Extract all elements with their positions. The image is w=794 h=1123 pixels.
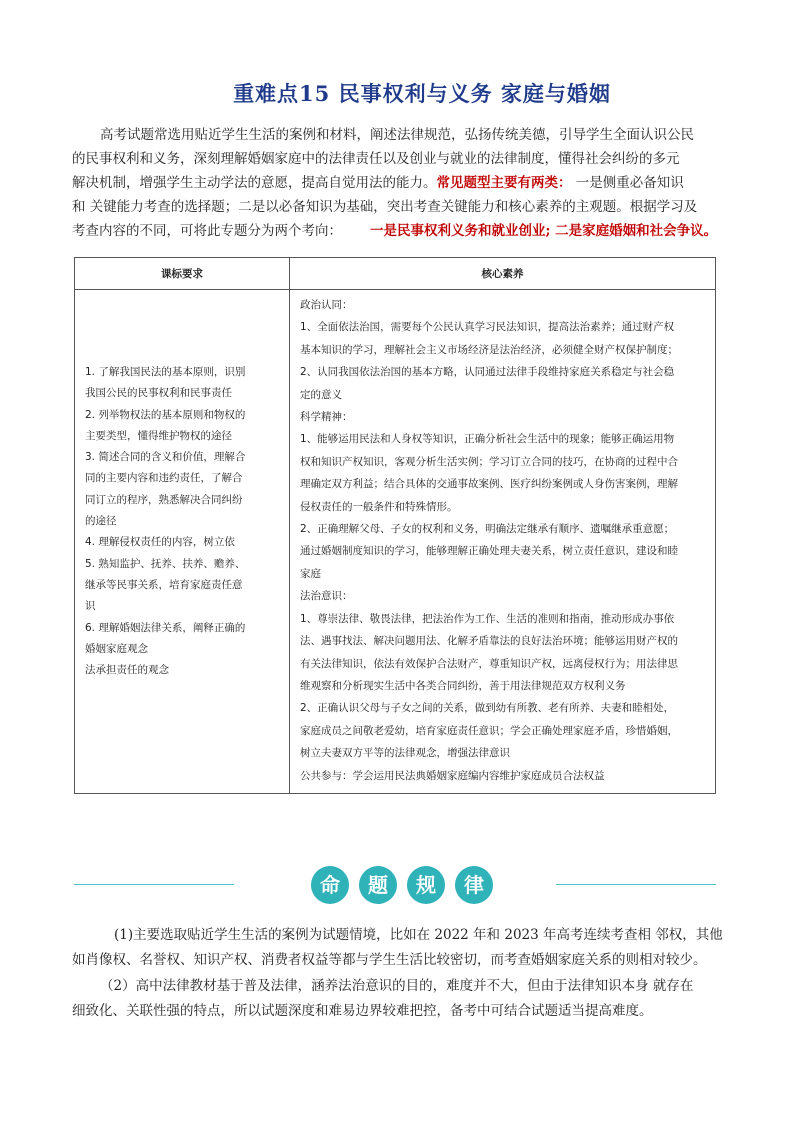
requirement-line: 同的主要内容和违约责任，了解合 bbox=[85, 472, 243, 485]
intro-line-5-text: 考查内容的不同，可将此专题分为两个考向： bbox=[72, 223, 342, 239]
exam-patterns-section bbox=[72, 923, 732, 1024]
literacy-line: 公共参与：学会运用民法典婚姻家庭编内容维护家庭成员合法权益 bbox=[300, 769, 605, 782]
literacy-line: 通过婚姻制度知识的学习，能够理解正确处理夫妻关系，树立责任意识，建设和睦 bbox=[300, 545, 678, 558]
requirements-table bbox=[74, 257, 716, 794]
literacy-line: 维观察和分析现实生活中各类合同纠纷，善于用法律规范双方权利义务 bbox=[300, 679, 626, 692]
requirement-line: 1. 了解我国民法的基本原则，识别 bbox=[85, 366, 246, 378]
literacy-line: 家庭 bbox=[300, 567, 321, 580]
section-divider-right bbox=[556, 884, 716, 885]
literacy-line: 2、正确认识父母与子女之间的关系，做到幼有所教、老有所养、夫妻和睦相处， bbox=[300, 702, 675, 715]
requirement-line: 3. 简述合同的含义和价值，理解合 bbox=[85, 451, 246, 464]
literacy-line: 定的意义 bbox=[300, 388, 342, 401]
intro-line-4: 和 关键能力考查的选择题；二是以必备知识为基础，突出考查关键能力和核心素养的主观题。根据学习及 bbox=[72, 199, 698, 215]
section-title-char-1: 命 bbox=[311, 866, 349, 904]
header-core-literacy: 核心素养 bbox=[290, 258, 716, 290]
rule-2-line-1: （2）高中法律教材基于普及法律，涵养法治意识的目的，难度并不大，但由于法律知识本身 就存在 bbox=[100, 977, 694, 994]
section-title-char-4: 律 bbox=[455, 866, 493, 904]
section-divider-left bbox=[74, 884, 234, 885]
rule-1-line-2: 如肖像权、名誉权、知识产权、消费者权益等都与学生生活比较密切，而考查婚姻家庭关系的则相对较少。 bbox=[72, 952, 707, 969]
page-title: 重难点15 民事权利与义务 家庭与婚姻 bbox=[233, 81, 611, 106]
requirement-line: 法承担责任的观念 bbox=[85, 664, 169, 677]
requirement-line: 我国公民的民事权利和民事责任 bbox=[85, 387, 232, 400]
requirement-line: 的途径 bbox=[85, 515, 117, 528]
header-curriculum-requirements: 课标要求 bbox=[75, 258, 290, 290]
requirement-line: 6. 理解婚姻法律关系，阐释正确的 bbox=[85, 621, 246, 634]
intro-line-3-rest: 一是侧重必备知识 bbox=[571, 175, 684, 191]
literacy-line: 基本知识的学习，理解社会主义市场经济是法治经济，必须健全财产权保护制度； bbox=[300, 343, 678, 356]
literacy-line: 1、尊崇法律、敬畏法律，把法治作为工作、生活的准则和指南，推动形成办事依 bbox=[300, 612, 675, 625]
requirement-line: 5. 熟知监护、抚养、扶养、赡养、 bbox=[85, 557, 246, 570]
section-title-char-3: 规 bbox=[407, 866, 445, 904]
literacy-line: 2、认同我国依法治国的基本方略，认同通过法律手段维持家庭关系稳定与社会稳 bbox=[300, 366, 675, 379]
literacy-line: 法、遇事找法、解决问题用法、化解矛盾靠法的良好法治环境；能够运用财产权的 bbox=[300, 635, 678, 648]
requirement-line: 识 bbox=[85, 600, 96, 613]
literacy-line: 1、全面依法治国，需要每个公民认真学习民法知识，提高法治素养；通过财产权 bbox=[300, 321, 675, 334]
literacy-line: 2、正确理解父母、子女的权利和义务，明确法定继承有顺序、遗嘱继承重意愿； bbox=[300, 523, 675, 536]
literacy-line: 有关法律知识，依法有效保护合法财产，尊重知识产权，远离侵权行为；用法律思 bbox=[300, 657, 678, 670]
intro-line-1: 高考试题常选用贴近学生生活的案例和材料，阐述法律规范，弘扬传统美德，引导学生全面认识公民 bbox=[100, 127, 694, 143]
intro-line-3-text: 解决机制，增强学生主动学法的意愿，提高自觉用法的能力。 bbox=[72, 175, 437, 191]
section-title-char-2: 题 bbox=[359, 866, 397, 904]
literacy-line: 权和知识产权知识，客观分析生活实例；学习订立合同的技巧，在协商的过程中合 bbox=[300, 455, 678, 468]
intro-line-2: 的民事权利和义务，深刻理解婚姻家庭中的法律责任以及创业与就业的法律制度，懂得社会纠纷的多元 bbox=[72, 151, 680, 167]
requirement-line: 4. 理解侵权责任的内容，树立依 bbox=[85, 536, 235, 549]
curriculum-requirements-cell bbox=[75, 290, 290, 794]
literacy-line: 树立夫妻双方平等的法律观念，增强法律意识 bbox=[300, 747, 510, 760]
literacy-line: 家庭成员之间敬老爱幼，培育家庭责任意识；学会正确处理家庭矛盾，珍惜婚姻， bbox=[300, 724, 678, 737]
rule-2-line-2: 细致化、关联性强的特点，所以试题深度和难易边界较难把控，备考中可结合试题适当提高难度。 bbox=[72, 1002, 653, 1019]
table-body-row bbox=[75, 290, 716, 794]
literacy-line: 科学精神： bbox=[300, 411, 353, 424]
rule-1-line-1: (1)主要选取贴近学生生活的案例为试题情境，比如在 2022 年和 2023 年高考连续考查相 邻权，其他 bbox=[114, 927, 723, 943]
requirement-line: 同订立的程序，熟悉解决合同纠纷 bbox=[85, 493, 243, 506]
literacy-line: 1、能够运用民法和人身权等知识，正确分析社会生活中的现象；能够正确运用物 bbox=[300, 433, 675, 446]
directions-highlight: 一是民事权利义务和就业创业; 二是家庭婚姻和社会争议。 bbox=[370, 223, 718, 239]
requirement-line: 继承等民事关系，培育家庭责任意 bbox=[85, 578, 243, 591]
literacy-line: 法治意识： bbox=[300, 590, 353, 603]
question-types-highlight: 常见题型主要有两类： bbox=[436, 175, 572, 191]
requirement-line: 婚姻家庭观念 bbox=[85, 642, 148, 655]
table-header-row bbox=[75, 258, 716, 290]
requirement-line: 主要类型，懂得维护物权的途径 bbox=[85, 429, 232, 442]
core-literacy-cell bbox=[290, 290, 716, 794]
intro-line-3 bbox=[72, 171, 727, 195]
intro-paragraph bbox=[72, 123, 727, 243]
literacy-line: 理确定双方利益；结合具体的交通事故案例、医疗纠纷案例或人身伤害案例，理解 bbox=[300, 478, 678, 491]
literacy-line: 政治认同： bbox=[300, 299, 353, 311]
literacy-line: 侵权责任的一般条件和特殊情形。 bbox=[300, 500, 458, 513]
requirement-line: 2. 列举物权法的基本原则和物权的 bbox=[85, 408, 246, 421]
intro-line-5 bbox=[72, 219, 727, 243]
